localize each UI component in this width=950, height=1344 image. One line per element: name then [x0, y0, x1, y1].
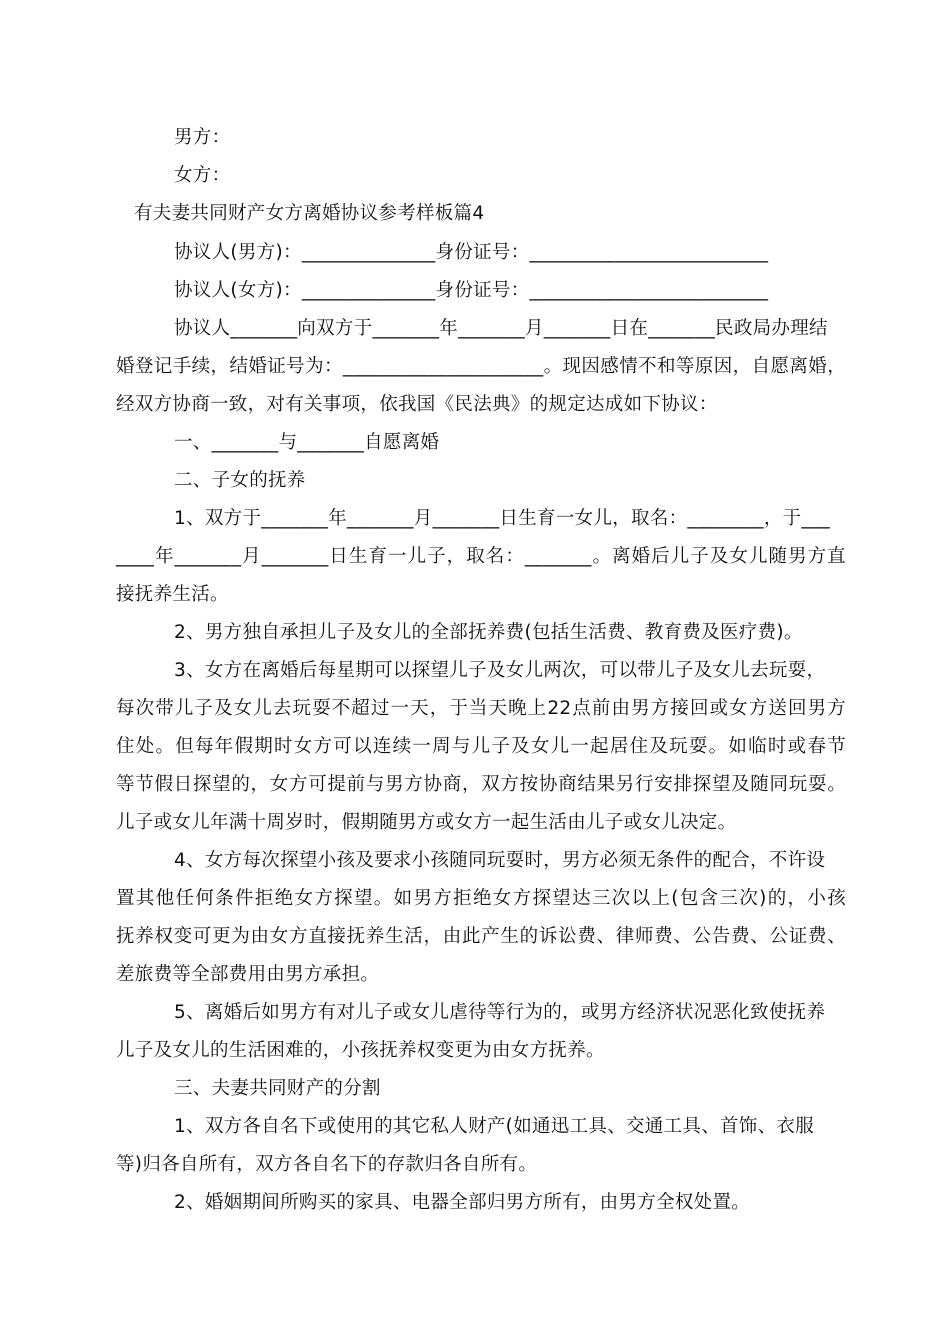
paragraph-line: 2、婚姻期间所购买的家具、电器全部归男方所有，由男方全权处置。: [174, 1192, 751, 1213]
paragraph-line: 1、双方各自名下或使用的其它私人财产(如通迅工具、交通工具、首饰、衣服: [174, 1116, 814, 1137]
paragraph-line: 每次带儿子及女儿去玩耍不超过一天，于当天晚上22点前由男方接回或女方送回男方: [116, 698, 846, 719]
paragraph-line: 置其他任何条件拒绝女方探望。如男方拒绝女方探望达三次以上(包含三次)的，小孩: [116, 888, 846, 909]
paragraph-line: 协议人_______向双方于_______年_______月_______日在_______民政局办理结: [174, 318, 828, 339]
paragraph-line: 等)归各自所有，双方各自名下的存款归各自所有。: [116, 1154, 538, 1175]
paragraph-line: 接抚养生活。: [116, 584, 229, 605]
party-male-id-line: 协议人(男方)：______________身份证号：_________________________: [174, 242, 769, 263]
paragraph-line: 4、女方每次探望小孩及要求小孩随同玩耍时，男方必须无条件的配合，不许设: [174, 850, 826, 871]
paragraph-line: 3、女方在离婚后每星期可以探望儿子及女儿两次，可以带儿子及女儿去玩耍，: [174, 660, 826, 681]
paragraph-line: 住处。但每年假期时女方可以连续一周与儿子及女儿一起居住及玩耍。如临时或春节: [116, 736, 846, 757]
paragraph-line: 2、男方独自承担儿子及女儿的全部抚养费(包括生活费、教育费及医疗费)。: [174, 622, 803, 643]
paragraph-line: 等节假日探望的，女方可提前与男方协商，双方按协商结果另行安排探望及随同玩耍。: [116, 774, 846, 795]
paragraph-line: 儿子或女儿年满十周岁时，假期随男方或女方一起生活由儿子或女儿决定。: [116, 812, 737, 833]
paragraph-line: 经双方协商一致，对有关事项，依我国《民法典》的规定达成如下协议：: [116, 394, 718, 415]
paragraph-line: ____年_______月_______日生育一儿子，取名：_______。离婚后儿子及女儿随男方直: [116, 546, 846, 567]
clause-heading: 一、_______与_______自愿离婚: [174, 432, 440, 453]
party-female-id-line: 协议人(女方)：______________身份证号：_________________________: [174, 280, 769, 301]
paragraph-line: 儿子及女儿的生活困难的，小孩抚养权变更为由女方抚养。: [116, 1040, 605, 1061]
label-female-party: 女方：: [174, 165, 231, 186]
paragraph-line: 5、离婚后如男方有对儿子或女儿虐待等行为的，或男方经济状况恶化致使抚养: [174, 1002, 826, 1023]
clause-heading: 三、夫妻共同财产的分割: [174, 1078, 381, 1099]
paragraph-line: 婚登记手续，结婚证号为：_____________________。现因感情不和等原因，自愿离婚，: [116, 356, 846, 377]
paragraph-line: 差旅费等全部费用由男方承担。: [116, 964, 380, 985]
paragraph-line: 1、双方于_______年_______月_______日生育一女儿，取名：________，于___: [174, 508, 831, 529]
paragraph-line: 抚养权变可更为由女方直接抚养生活，由此产生的诉讼费、律师费、公告费、公证费、: [116, 926, 846, 947]
clause-heading: 二、子女的抚养: [174, 470, 306, 491]
section-title: 有夫妻共同财产女方离婚协议参考样板篇4: [134, 203, 485, 224]
label-male-party: 男方：: [174, 127, 231, 148]
